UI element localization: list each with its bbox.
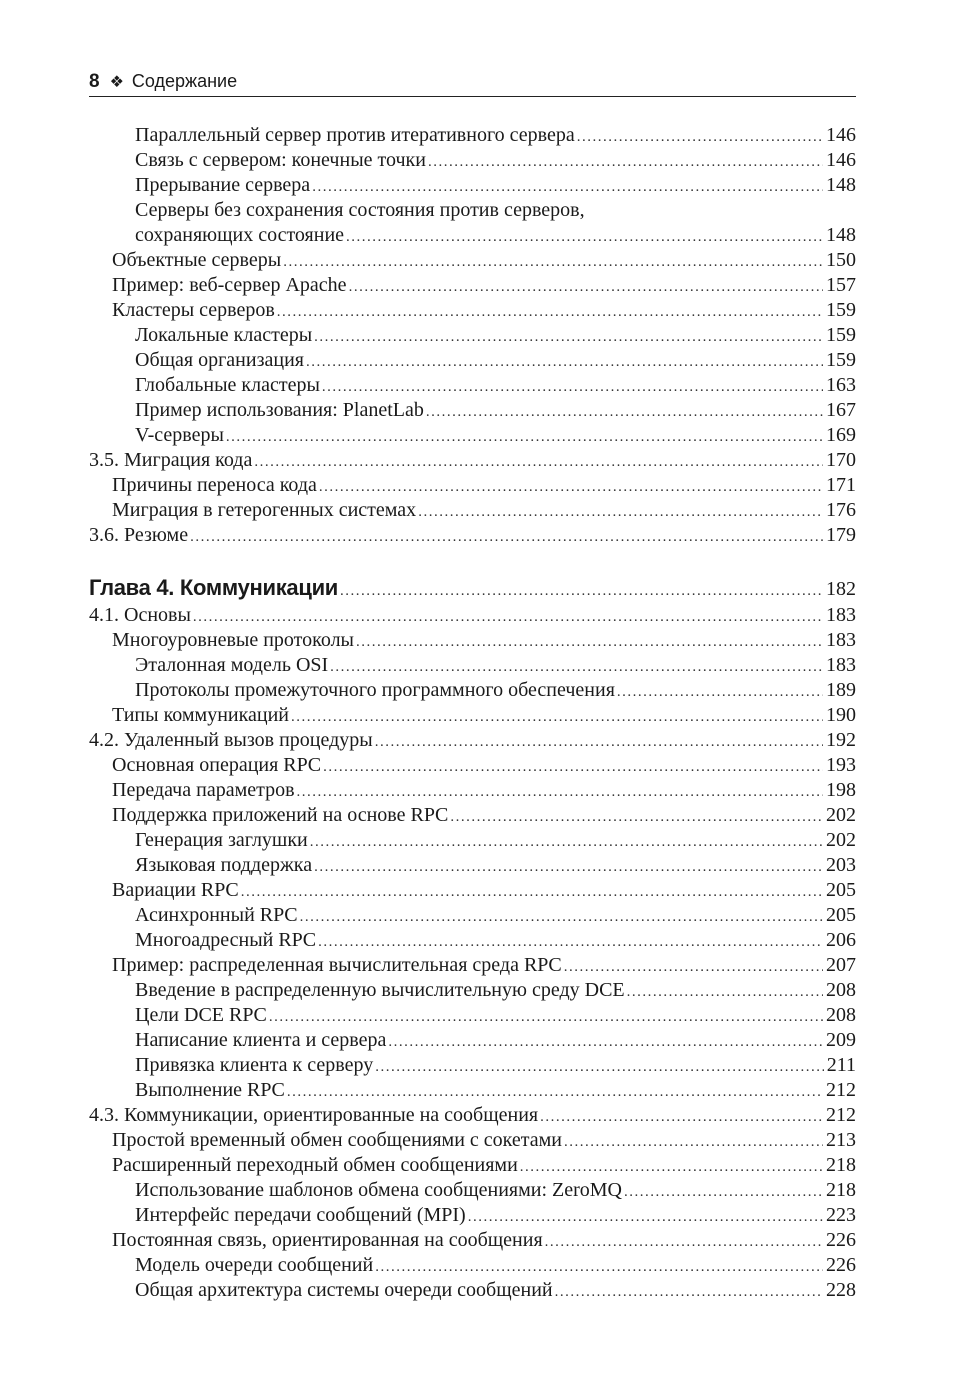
dot-leader bbox=[388, 1030, 823, 1055]
toc-entry-title: Параллельный сервер против итеративного сервера bbox=[135, 124, 575, 146]
dot-leader bbox=[241, 880, 823, 905]
toc-entry bbox=[89, 978, 856, 1003]
toc-entry-title: Интерфейс передачи сообщений (MPI) bbox=[135, 1204, 466, 1226]
dot-leader bbox=[564, 1130, 823, 1155]
toc-entry bbox=[89, 1003, 856, 1028]
toc-entry-title: 4.3. Коммуникации, ориентированные на сообщения bbox=[89, 1104, 539, 1126]
toc-entry bbox=[89, 1278, 856, 1303]
toc-page-number: 159 bbox=[826, 299, 856, 321]
toc-entry bbox=[89, 1178, 856, 1203]
table-of-contents bbox=[89, 123, 856, 1303]
toc-page-number: 170 bbox=[826, 449, 856, 471]
toc-entry-title: Протоколы промежуточного программного обеспечения bbox=[135, 679, 615, 701]
toc-entry-title: Общая организация bbox=[135, 349, 304, 371]
dot-leader bbox=[356, 630, 823, 655]
toc-page-number: 206 bbox=[826, 929, 856, 951]
toc-page-number: 163 bbox=[826, 374, 856, 396]
toc-page-number: 150 bbox=[826, 249, 856, 271]
toc-page-number: 208 bbox=[826, 979, 856, 1001]
toc-page-number: 183 bbox=[826, 629, 856, 651]
toc-entry bbox=[89, 603, 856, 628]
dot-leader bbox=[318, 930, 823, 955]
dot-leader bbox=[450, 805, 823, 830]
toc-entry-title: Пример: веб-сервер Apache bbox=[112, 274, 347, 296]
toc-page-number: 211 bbox=[826, 1054, 856, 1076]
toc-entry-title: Модель очереди сообщений bbox=[135, 1254, 374, 1276]
toc-page-number: 148 bbox=[826, 174, 856, 196]
dot-leader bbox=[323, 755, 823, 780]
toc-entry bbox=[89, 1028, 856, 1053]
toc-page-number: 226 bbox=[826, 1229, 856, 1251]
dot-leader bbox=[624, 1180, 823, 1205]
toc-entry-title: Многоуровневые протоколы bbox=[112, 629, 354, 651]
dot-leader bbox=[555, 1280, 823, 1305]
toc-entry bbox=[89, 173, 856, 198]
dot-leader bbox=[314, 325, 823, 350]
toc-entry-title: Пример: распределенная вычислительная среда RPC bbox=[112, 954, 562, 976]
page-number: 8 bbox=[89, 71, 100, 92]
toc-entry-title: Постоянная связь, ориентированная на сообщения bbox=[112, 1229, 543, 1251]
toc-entry-title: Цели DCE RPC bbox=[135, 1004, 267, 1026]
toc-entry bbox=[89, 498, 856, 523]
dot-leader bbox=[283, 250, 823, 275]
toc-entry bbox=[89, 348, 856, 373]
toc-entry-title: Основная операция RPC bbox=[112, 754, 322, 776]
dot-leader bbox=[319, 475, 823, 500]
toc-entry bbox=[89, 778, 856, 803]
toc-page-number: 205 bbox=[826, 904, 856, 926]
dot-leader bbox=[617, 680, 823, 705]
toc-entry bbox=[89, 903, 856, 928]
toc-entry bbox=[89, 728, 856, 753]
toc-entry-title: Причины переноса кода bbox=[112, 474, 317, 496]
toc-entry bbox=[89, 828, 856, 853]
ornament-icon: ❖ bbox=[109, 74, 124, 91]
toc-page-number: 182 bbox=[826, 578, 856, 600]
toc-entry bbox=[89, 703, 856, 728]
toc-page-number: 171 bbox=[826, 474, 856, 496]
toc-page-number: 202 bbox=[826, 829, 856, 851]
toc-entry-title: сохраняющих состояние bbox=[135, 224, 345, 246]
dot-leader bbox=[349, 275, 823, 300]
toc-entry-title: Объектные серверы bbox=[112, 249, 282, 271]
toc-entry-title: Глава 4. Коммуникации bbox=[89, 575, 339, 600]
toc-entry-title: Передача параметров bbox=[112, 779, 295, 801]
toc-entry bbox=[89, 473, 856, 498]
header-title: Содержание bbox=[131, 71, 238, 91]
dot-leader bbox=[277, 300, 823, 325]
toc-entry bbox=[89, 223, 856, 248]
toc-page-number: 179 bbox=[826, 524, 856, 546]
dot-leader bbox=[310, 830, 823, 855]
toc-entry-title: Написание клиента и сервера bbox=[135, 1029, 387, 1051]
toc-page-number: 202 bbox=[826, 804, 856, 826]
toc-page-number: 203 bbox=[826, 854, 856, 876]
toc-page-number: 193 bbox=[826, 754, 856, 776]
toc-entry bbox=[89, 298, 856, 323]
toc-entry bbox=[89, 678, 856, 703]
dot-leader bbox=[428, 150, 823, 175]
dot-leader bbox=[312, 175, 823, 200]
toc-entry bbox=[89, 373, 856, 398]
dot-leader bbox=[520, 1155, 823, 1180]
toc-entry bbox=[89, 1078, 856, 1103]
toc-page-number: 176 bbox=[826, 499, 856, 521]
toc-page-number: 183 bbox=[826, 604, 856, 626]
toc-page-number: 212 bbox=[826, 1104, 856, 1126]
toc-entry-title: Локальные кластеры bbox=[135, 324, 313, 346]
toc-chapter-entry bbox=[89, 573, 856, 603]
toc-entry-title: Привязка клиента к серверу bbox=[135, 1054, 374, 1076]
toc-entry bbox=[89, 1128, 856, 1153]
toc-page-number: 228 bbox=[826, 1279, 856, 1301]
dot-leader bbox=[190, 525, 823, 550]
dot-leader bbox=[306, 350, 823, 375]
toc-page-number: 212 bbox=[826, 1079, 856, 1101]
dot-leader bbox=[468, 1205, 823, 1230]
toc-page-number: 146 bbox=[826, 149, 856, 171]
toc-page-number: 223 bbox=[826, 1204, 856, 1226]
dot-leader bbox=[297, 780, 823, 805]
toc-entry bbox=[89, 148, 856, 173]
dot-leader bbox=[330, 655, 823, 680]
toc-entry-title: Эталонная модель OSI bbox=[135, 654, 329, 676]
dot-leader bbox=[545, 1230, 823, 1255]
toc-page-number: 226 bbox=[826, 1254, 856, 1276]
toc-entry bbox=[89, 853, 856, 878]
dot-leader bbox=[322, 375, 823, 400]
toc-entry bbox=[89, 653, 856, 678]
toc-page-number: 159 bbox=[826, 324, 856, 346]
toc-entry bbox=[89, 423, 856, 448]
toc-page-number: 218 bbox=[826, 1154, 856, 1176]
toc-entry bbox=[89, 803, 856, 828]
toc-entry bbox=[89, 628, 856, 653]
dot-leader bbox=[418, 500, 823, 525]
toc-page-number: 159 bbox=[826, 349, 856, 371]
dot-leader bbox=[269, 1005, 823, 1030]
toc-entry-title: Миграция в гетерогенных системах bbox=[112, 499, 417, 521]
toc-entry-title: Генерация заглушки bbox=[135, 829, 308, 851]
dot-leader bbox=[627, 980, 823, 1005]
toc-entry-title: V-серверы bbox=[135, 424, 224, 446]
toc-page-number: 148 bbox=[826, 224, 856, 246]
dot-leader bbox=[564, 955, 823, 980]
dot-leader bbox=[314, 855, 823, 880]
toc-page-number: 146 bbox=[826, 124, 856, 146]
toc-entry-title: 4.2. Удаленный вызов процедуры bbox=[89, 729, 373, 751]
toc-page-number: 157 bbox=[826, 274, 856, 296]
toc-entry-line bbox=[89, 198, 856, 223]
toc-entry-title: 3.6. Резюме bbox=[89, 524, 189, 546]
toc-entry-title: Пример использования: PlanetLab bbox=[135, 399, 424, 421]
toc-page-number: 183 bbox=[826, 654, 856, 676]
toc-entry-title: Кластеры серверов bbox=[112, 299, 275, 321]
toc-entry bbox=[89, 323, 856, 348]
toc-page-number: 169 bbox=[826, 424, 856, 446]
toc-page-number: 207 bbox=[826, 954, 856, 976]
dot-leader bbox=[375, 1255, 823, 1280]
toc-entry-title: 3.5. Миграция кода bbox=[89, 449, 253, 471]
toc-page-number: 192 bbox=[826, 729, 856, 751]
dot-leader bbox=[226, 425, 823, 450]
dot-leader bbox=[291, 705, 823, 730]
toc-entry-title: Связь с сервером: конечные точки bbox=[135, 149, 426, 171]
dot-leader bbox=[300, 905, 823, 930]
toc-page-number: 209 bbox=[826, 1029, 856, 1051]
dot-leader bbox=[254, 450, 823, 475]
toc-entry bbox=[89, 123, 856, 148]
toc-entry-title: Поддержка приложений на основе RPC bbox=[112, 804, 449, 826]
toc-entry bbox=[89, 928, 856, 953]
dot-leader bbox=[426, 400, 823, 425]
toc-entry-title: Серверы без сохранения состояния против серверов, bbox=[135, 199, 585, 221]
dot-leader bbox=[193, 605, 823, 630]
toc-entry bbox=[89, 523, 856, 548]
toc-page-number: 205 bbox=[826, 879, 856, 901]
toc-entry-title: Языковая поддержка bbox=[135, 854, 313, 876]
toc-entry-title: Многоадресный RPC bbox=[135, 929, 317, 951]
toc-page-number: 208 bbox=[826, 1004, 856, 1026]
toc-page-number: 198 bbox=[826, 779, 856, 801]
toc-entry bbox=[89, 953, 856, 978]
toc-entry bbox=[89, 1153, 856, 1178]
dot-leader bbox=[287, 1080, 823, 1105]
toc-entry bbox=[89, 753, 856, 778]
running-header bbox=[89, 66, 856, 97]
toc-entry-title: Введение в распределенную вычислительную среду DCE bbox=[135, 979, 625, 1001]
toc-entry bbox=[89, 448, 856, 473]
dot-leader bbox=[375, 730, 823, 755]
toc-entry bbox=[89, 248, 856, 273]
toc-entry-title: Типы коммуникаций bbox=[112, 704, 290, 726]
toc-entry-title: Простой временный обмен сообщениями с сокетами bbox=[112, 1129, 562, 1151]
toc-entry bbox=[89, 1103, 856, 1128]
toc-entry-title: 4.1. Основы bbox=[89, 604, 191, 626]
toc-entry-title: Расширенный переходный обмен сообщениями bbox=[112, 1154, 518, 1176]
toc-entry bbox=[89, 273, 856, 298]
toc-page-number: 218 bbox=[826, 1179, 856, 1201]
toc-entry-title: Вариации RPC bbox=[112, 879, 239, 901]
toc-entry bbox=[89, 878, 856, 903]
dot-leader bbox=[375, 1055, 824, 1080]
toc-entry bbox=[89, 1203, 856, 1228]
dot-leader bbox=[540, 1105, 823, 1130]
toc-entry bbox=[89, 1228, 856, 1253]
toc-page-number: 189 bbox=[826, 679, 856, 701]
toc-entry-title: Прерывание сервера bbox=[135, 174, 311, 196]
toc-entry-title: Использование шаблонов обмена сообщениями: ZeroMQ bbox=[135, 1179, 622, 1201]
toc-entry-title: Общая архитектура системы очереди сообщений bbox=[135, 1279, 553, 1301]
dot-leader bbox=[577, 125, 823, 150]
dot-leader bbox=[340, 576, 823, 606]
toc-entry-title: Выполнение RPC bbox=[135, 1079, 285, 1101]
toc-entry bbox=[89, 1053, 856, 1078]
dot-leader bbox=[346, 225, 823, 250]
toc-page-number: 213 bbox=[826, 1129, 856, 1151]
toc-entry-title: Глобальные кластеры bbox=[135, 374, 320, 396]
toc-page-number: 190 bbox=[826, 704, 856, 726]
toc-page-number: 167 bbox=[826, 399, 856, 421]
toc-entry bbox=[89, 398, 856, 423]
toc-entry-title: Асинхронный RPC bbox=[135, 904, 298, 926]
toc-entry bbox=[89, 1253, 856, 1278]
